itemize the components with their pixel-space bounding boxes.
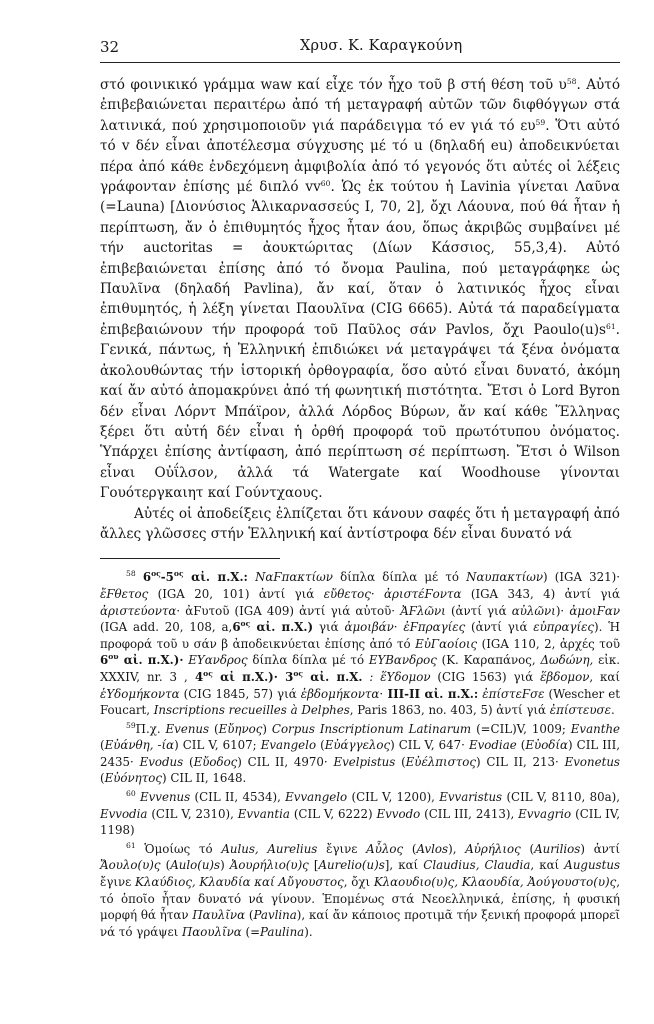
footnote-59: $^{59}$Π.χ. Evenus (Εὔηνος) Corpus Inscriptionum Latinarum (=CIL)V, 1009; Evanthe (Εὐάνθη, -ία) CIL V, 6107; Evangelo (Εὐάγγελος) CIL V, 647· Evodiae (Εὐοδία) CIL III, 2435· Evodus (Εὔοδος) CIL II, 4970· Evelpistus (Εὐέλπιστος) CIL II, 213· Evonetus (Εὐόνητος) CIL II, 1648. [100, 720, 621, 786]
footnote-ref-60[interactable]: 60 [320, 179, 331, 189]
footnote-ref-59[interactable]: 59 [535, 117, 546, 127]
footnote-number: 61 [126, 840, 136, 850]
footnote-60: $^{60}$ Evvenus (CIL II, 4534), Evvangelo (CIL V, 1200), Evvaristus (CIL V, 8110, 80a), Evvodia (CIL V, 2310), Evvantia (CIL V, 6222) Evvodo (CIL III, 2413), Evvagrio (CIL IV, 1198) [100, 789, 621, 838]
footnotes [100, 569, 620, 940]
running-head [100, 38, 620, 58]
body-text [100, 75, 620, 544]
footnote-number: 59 [126, 720, 136, 730]
footnote-ref-58[interactable]: 58 [566, 77, 577, 86]
footnote-58: $^{58}$ $6^{o\varsigma}-5^{o\varsigma}$ αἰ. π.Χ.: ΝαϜπακτίων δίπλα δίπλα μέ τό Ναυπακτίων) (IGA 321)· ἔϜθετος (IGA 20, 101) ἀντί γιά εὔθετος· ἀριστέϜοντα (IGA 343, 4) ἀντί γιά ἀριστεύοντα· ἀϜυτοῦ (IGA 409) ἀντί γιά αὐτοῦ· ἈϜλῶνι (ἀντί γιά αὐλῶνι)· ἀμοιϜαν (IGA add. 20, 108, $a,6^{o\varsigma}$ αἰ. π.Χ.) γιά ἀμοιβάν· ἐϜπραγίες (ἀντί γιά εὐπραγίες). Ἡ προφορά τοῦ υ σάν β ἀποδεικνύεται ἐπίσης ἀπό τό ΕὐΓαοίοις (IGA 110, 2, ἀρχές τοῦ $6^{o\upsilon}$ αἰ. π.Χ.)· ΕΥανδρος δίπλα δίπλα μέ τό ΕΥΒανδρος (Κ. Καραπάνος, Δωδώνη, εἰκ. XXXIV, nr. 3 , $4^{o\varsigma}$ αἰ $\pi.X.)\cdot 3^{o\varsigma}$ αἰ. π.Χ. : ἕΥδομον (CIG 1563) γιά ἕβδομον, καί ἑΥδομήκοντα (CIG 1845, 57) γιά ἑβδομήκοντα· III-II αἰ. π.Χ.: ἐπίστεϜσε (Wescher et Foucart, Inscriptions recueilles à Delphes, Paris 1863, no. 403, 5) ἀντί γιά ἐπίστευσε. [100, 569, 621, 718]
page-number: 32 [100, 38, 120, 56]
footnote-number: 60 [126, 789, 136, 799]
header-rule [100, 62, 620, 63]
running-title: Χρυσ. Κ. Καραγκούνη [300, 38, 463, 54]
footnote-number: 58 [126, 569, 136, 579]
footnote-ref-61[interactable]: 61 [606, 321, 616, 331]
paragraph-1: στό φοινικικό γράμμα waw καί εἶχε τόν ἦχο τοῦ β στή θέση τοῦ $\upsilon^{58}$. Αὐτό ἐπιβεβαιώνεται περαιτέρω ἀπό τή μεταγραφή αὐτῶν τῶν διφθόγγων στά λατινικά, πού χρησιμοποιοῦν γιά παράδειγμα τό ev γιά τό $\varepsilon\upsilon^{59}$. Ὅτι αὐτό τό v δέν εἶναι ἀποτέλεσμα σύγχυσης μέ τό u (δηλαδή eu) ἀποδεικνύεται πέρα ἀπό κάθε ἐνδεχόμενη ἀμφιβολία ἀπό τό γεγονός ὅτι αὐτές οἱ λέξεις γράφονταν ἐπίσης μέ διπλό $vv^{60}$. Ὡς ἐκ τούτου ἡ Lavinia γίνεται Λαῦνα (=Launa) [Διονύσιος Ἁλικαρνασσεύς I, 70, 2], ὄχι Λάουνα, πού θά ἦταν ἡ περίπτωση, ἄν ὁ ἐπιθυμητός ἦχος ἦταν άου, ὅπως ἀκριβῶς συμβαίνει μέ τήν auctoritas = ἀουκτώριτας (Δίων Κάσσιος, 55,3,4). Αὐτό ἐπιβεβαιώνεται ἐπίσης ἀπό τό ὄνομα Paulina, πού μεταγράφηκε ὡς Παυλῖνα (δηλαδή Pavlina), ἄν καί, ὅταν ὁ λατινικός ἦχος εἶναι ἐπιθυμητός, ἡ λέξη γίνεται Παουλῖνα (CIG 6665). Αὐτά τά παραδείγματα ἐπιβεβαιώνουν τήν προφορά τοῦ Παῦλος σάν Pavlos, ὄχι $Paoulo(u)s^{61}$. Γενικά, πάντως, ἡ Ἑλληνική ἐπιδιώκει νά μεταγράψει τά ξένα ὀνόματα ἀκολουθώντας τήν ἱστορική ὀρθογραφία, ὅσο αὐτό εἶναι δυνατό, ἀκόμη καί ἄν αὐτό ἀπομακρύνει ἀπό τή φωνητική πιστότητα. Ἔτσι ὁ Lord Byron δέν εἶναι Λόρντ Μπάϊρον, ἀλλά Λόρδος Βύρων, ἄν καί κάθε Ἕλληνας ξέρει ὅτι αὐτή δέν εἶναι ἡ ὀρθή προφορά τοῦ πρωτότυπου ὀνόματος. Ὑπάρχει ἐπίσης ἀντίφαση, ἀπό περίπτωση σέ περίπτωση. Ἔτσι ὁ Wilson εἶναι Οὐΐλσον, ἀλλά τά Watergate καί Woodhouse γίνονται Γουότεργκαιητ καί Γούντχαους. [100, 77, 621, 502]
footnote-61: $^{61}$ Ὁμοίως τό Aulus, Aurelius ἔγινε Αὖλος (Avlos), Αὐρήλιος (Aurilios) ἀντί Ἄουλο(υ)ς (Aulo(u)s) Ἀουρήλιο(υ)ς [Aurelio(u)s], καί Claudius, Claudia, καί Augustus ἔγινε Κλαύδιος, Κλαυδία καί Αὔγουστος, ὄχι Κλαουδιο(υ)ς, Κλαουδία, Ἀούγουστο(υ)ς, τό ὁποῖο ἦταν δυνατό νά γίνουν. Ἑπομένως στά Νεοελληνικά, ἐπίσης, ἡ φυσική μορφή θά ἦταν Παυλῖνα (Pavlina), καί ἄν κάποιος προτιμᾶ τήν ξενική προφορά μπορεῖ νά τό γράψει Παουλῖνα (=Paulina). [100, 840, 621, 939]
footnote-rule [100, 558, 280, 559]
paragraph-2: Αὐτές οἱ ἀποδείξεις ἐλπίζεται ὅτι κάνουν σαφές ὅτι ἡ μεταγραφή ἀπό ἄλλες γλῶσσες στήν Ἑλληνική καί ἀντίστροφα δέν εἶναι δυνατό νά [100, 505, 620, 542]
